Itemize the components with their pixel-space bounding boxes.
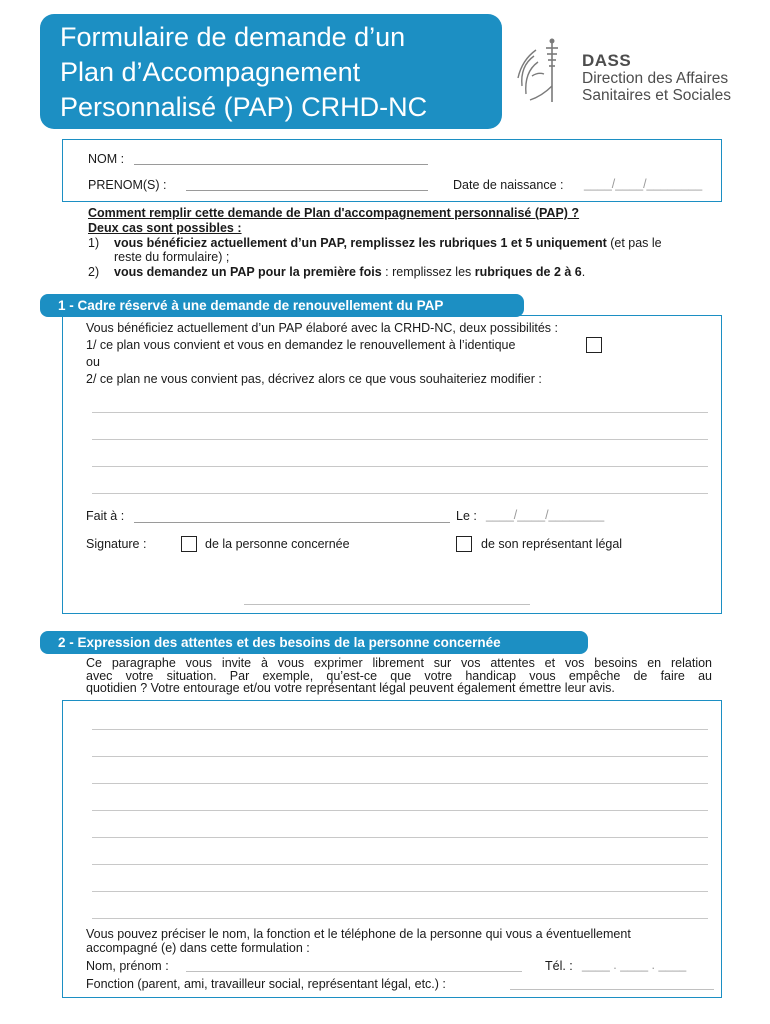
section2-title: 2 - Expression des attentes et des besoins de la personne concernée (40, 631, 588, 654)
modification-line-2[interactable] (92, 439, 708, 440)
instruction-1-rest: (et pas le (606, 236, 662, 250)
form-title-line2: Plan d’Accompagnement (60, 57, 361, 87)
section1-intro: Vous bénéficiez actuellement d’un PAP élaboré avec la CRHD-NC, deux possibilités : (86, 321, 559, 335)
fait-a-field[interactable] (134, 522, 450, 523)
contact-function-label: Fonction (parent, ami, travailleur social, représentant légal, etc.) : (86, 977, 446, 991)
section2-intro (86, 657, 712, 695)
instruction-1 (114, 236, 662, 250)
signature-label: Signature : (86, 537, 147, 551)
instruction-2-bold: vous demandez un PAP pour la première fois (114, 265, 382, 279)
signature-person-label: de la personne concernée (205, 537, 350, 551)
identity-frame (62, 139, 722, 202)
instruction-2-mid: : remplissez les (381, 265, 475, 279)
fait-a-label: Fait à : (86, 509, 125, 523)
instruction-2-end: . (581, 265, 586, 279)
needs-line-5[interactable] (92, 837, 708, 838)
instructions-subtitle: Deux cas sont possibles : (88, 221, 242, 235)
instruction-1-bold: vous bénéficiez actuellement d’un PAP, remplissez les rubriques 1 et 5 uniquement (114, 236, 607, 250)
section2-intro-line1: Ce paragraphe vous invite à vous exprimer librement sur vos attentes et vos besoins en relation (86, 656, 712, 670)
section1-or: ou (86, 355, 100, 369)
section2-intro-line3: quotidien ? Votre entourage et/ou votre représentant légal peuvent également émettre leur avis. (86, 681, 615, 695)
section1-frame (62, 315, 722, 614)
signature-representative-checkbox[interactable] (456, 536, 472, 552)
contact-name-field[interactable] (186, 971, 522, 972)
contact-tel-label: Tél. : (545, 959, 573, 973)
signature-representative-label: de son représentant légal (481, 537, 623, 551)
contact-function-field[interactable] (510, 989, 714, 990)
contact-tel-field[interactable]: ____ . ____ . ____ (582, 958, 687, 972)
needs-line-1[interactable] (92, 729, 708, 730)
signature-field[interactable] (244, 604, 530, 605)
section1-option1: 1/ ce plan vous convient et vous en demandez le renouvellement à l’identique (86, 338, 516, 352)
dass-emblem-icon (512, 36, 578, 106)
section1-option2: 2/ ce plan ne vous convient pas, décrivez alors ce que vous souhaiteriez modifier : (86, 372, 542, 386)
section1-title: 1 - Cadre réservé à une demande de renouvellement du PAP (40, 294, 524, 317)
instruction-2-bold2: rubriques de 2 à 6 (474, 265, 582, 279)
renewal-identical-checkbox[interactable] (586, 337, 602, 353)
needs-line-4[interactable] (92, 810, 708, 811)
modification-line-3[interactable] (92, 466, 708, 467)
dass-logo-name: DASS (582, 51, 632, 70)
modification-line-4[interactable] (92, 493, 708, 494)
section2-intro-line2: avec votre situation. Par exemple, qu’est-ce que votre handicap vous empêche de faire au (86, 668, 712, 683)
needs-line-2[interactable] (92, 756, 708, 757)
contact-name-label: Nom, prénom : (86, 959, 169, 973)
le-label: Le : (456, 509, 477, 523)
instruction-1-line2: reste du formulaire) ; (114, 250, 230, 264)
needs-line-8[interactable] (92, 918, 708, 919)
signature-person-checkbox[interactable] (181, 536, 197, 552)
contact-text-line1: Vous pouvez préciser le nom, la fonction et le téléphone de la personne qui vous a éventuellement (86, 927, 631, 941)
dass-logo-line2: Sanitaires et Sociales (582, 87, 732, 104)
dob-label: Date de naissance : (453, 178, 564, 192)
form-title-line1: Formulaire de demande d’un (60, 22, 406, 52)
instruction-2-number: 2) (88, 265, 100, 279)
prenom-label: PRENOM(S) : (88, 178, 167, 192)
dass-logo-line1: Direction des Affaires (582, 70, 729, 87)
needs-line-3[interactable] (92, 783, 708, 784)
instruction-1-number: 1) (88, 236, 100, 250)
instructions-title: Comment remplir cette demande de Plan d'accompagnement personnalisé (PAP) ? (88, 206, 580, 220)
instruction-2 (114, 265, 585, 279)
needs-line-6[interactable] (92, 864, 708, 865)
prenom-field[interactable] (186, 190, 428, 191)
form-title-line3: Personnalisé (PAP) CRHD-NC (60, 92, 428, 122)
form-title-box (40, 14, 502, 129)
modification-line-1[interactable] (92, 412, 708, 413)
nom-label: NOM : (88, 152, 125, 166)
dob-field[interactable]: ____/____/________ (584, 177, 703, 191)
contact-text-line2: accompagné (e) dans cette formulation : (86, 941, 310, 955)
needs-line-7[interactable] (92, 891, 708, 892)
nom-field[interactable] (134, 164, 428, 165)
le-date-field[interactable]: ____/____/________ (486, 508, 605, 522)
